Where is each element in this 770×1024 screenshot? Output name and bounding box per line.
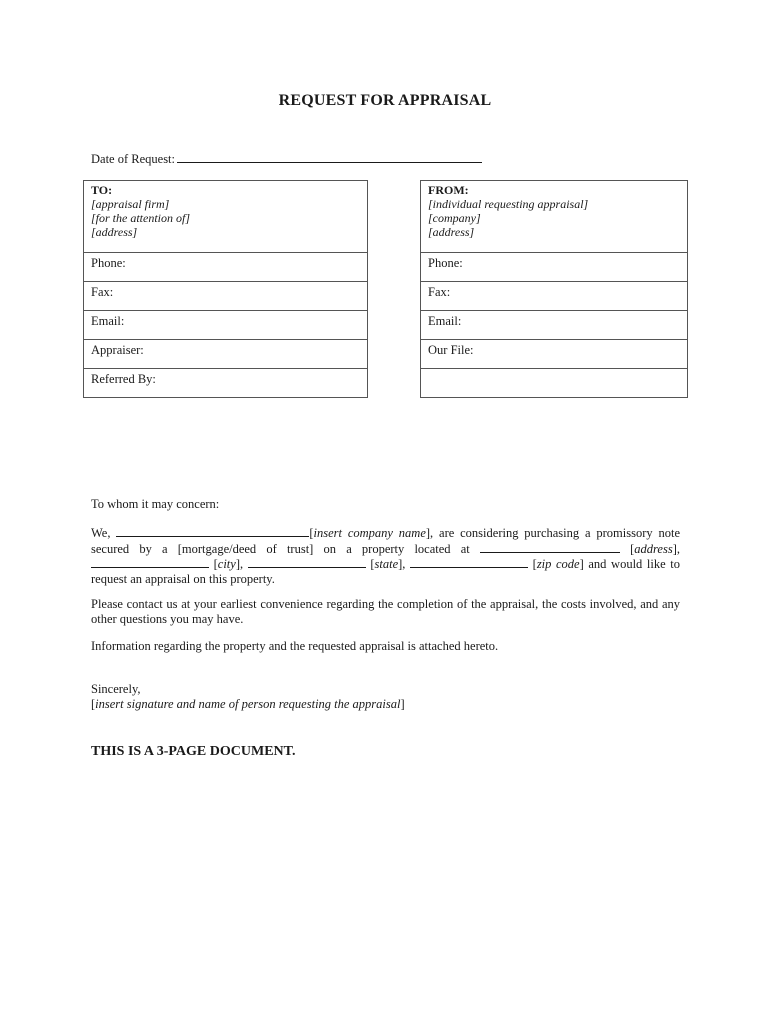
to-row-referred-by: Referred By:: [91, 372, 156, 386]
signature-line: [insert signature and name of person requesting the appraisal]: [91, 697, 405, 711]
from-line-address: [address]: [428, 225, 475, 239]
footer-note: THIS IS A 3-PAGE DOCUMENT.: [91, 744, 296, 759]
zip-blank: [410, 556, 528, 568]
from-row-empty: [421, 369, 687, 398]
to-box: [83, 180, 368, 398]
to-row-appraiser: Appraiser:: [84, 340, 367, 369]
from-heading: FROM:: [428, 183, 469, 197]
to-row-phone: Phone:: [84, 253, 367, 282]
zip-placeholder: zip code: [536, 557, 580, 571]
greeting: To whom it may concern:: [91, 497, 220, 511]
para1-middle: ], are considering purchasing a promissory note secured by a [mortgage/deed of trust] on a property located at: [91, 526, 681, 556]
from-row-phone: Phone:: [421, 253, 687, 282]
para1-ending: ] and would like to request an appraisal on this property.: [91, 557, 680, 586]
company-blank: [116, 525, 309, 537]
state-placeholder: state: [374, 557, 399, 571]
address-blank: [480, 541, 620, 553]
to-box-header: [84, 181, 367, 253]
city-blank: [91, 556, 209, 568]
to-line-attention: [for the attention of]: [91, 211, 190, 225]
address-placeholder: address: [634, 541, 673, 556]
page-title: REQUEST FOR APPRAISAL: [278, 92, 492, 109]
to-line-address: [address]: [91, 225, 138, 239]
to-line-firm: [appraisal firm]: [91, 197, 170, 211]
paragraph-purchase: We, [insert company name], are considering purchasing a promissory note secured by a [mortgage/deed of trust] on a property located at [address], [city], [state], [zip code] and would like to request an appraisal on this property.: [91, 526, 681, 586]
date-blank: [177, 150, 482, 163]
para1-we: We,: [91, 526, 111, 540]
to-row-email: Email:: [84, 311, 367, 340]
company-placeholder: insert company name: [313, 526, 426, 540]
paragraph-attached: Information regarding the property and the requested appraisal is attached hereto.: [91, 639, 499, 653]
paragraph-contact: Please contact us at your earliest convenience regarding the completion of the appraisal, the costs involved, and any other questions you may have.: [91, 597, 680, 626]
from-box-header: [421, 181, 687, 253]
city-placeholder: city: [217, 557, 236, 571]
date-of-request-line: [91, 150, 482, 167]
from-line-company: [company]: [428, 211, 481, 225]
state-blank: [248, 556, 366, 568]
signature-placeholder: insert signature and name of person requesting the appraisal: [95, 697, 401, 711]
from-row-fax: Fax:: [421, 282, 687, 311]
from-row-our-file: Our File:: [421, 340, 687, 369]
closing: Sincerely,: [91, 682, 141, 696]
to-row-fax: Fax:: [84, 282, 367, 311]
from-line-individual: [individual requesting appraisal]: [428, 197, 589, 211]
to-heading: TO:: [91, 183, 113, 197]
from-row-email: Email:: [421, 311, 687, 340]
date-label: Date of Request:: [91, 152, 176, 166]
from-box: [420, 180, 688, 398]
